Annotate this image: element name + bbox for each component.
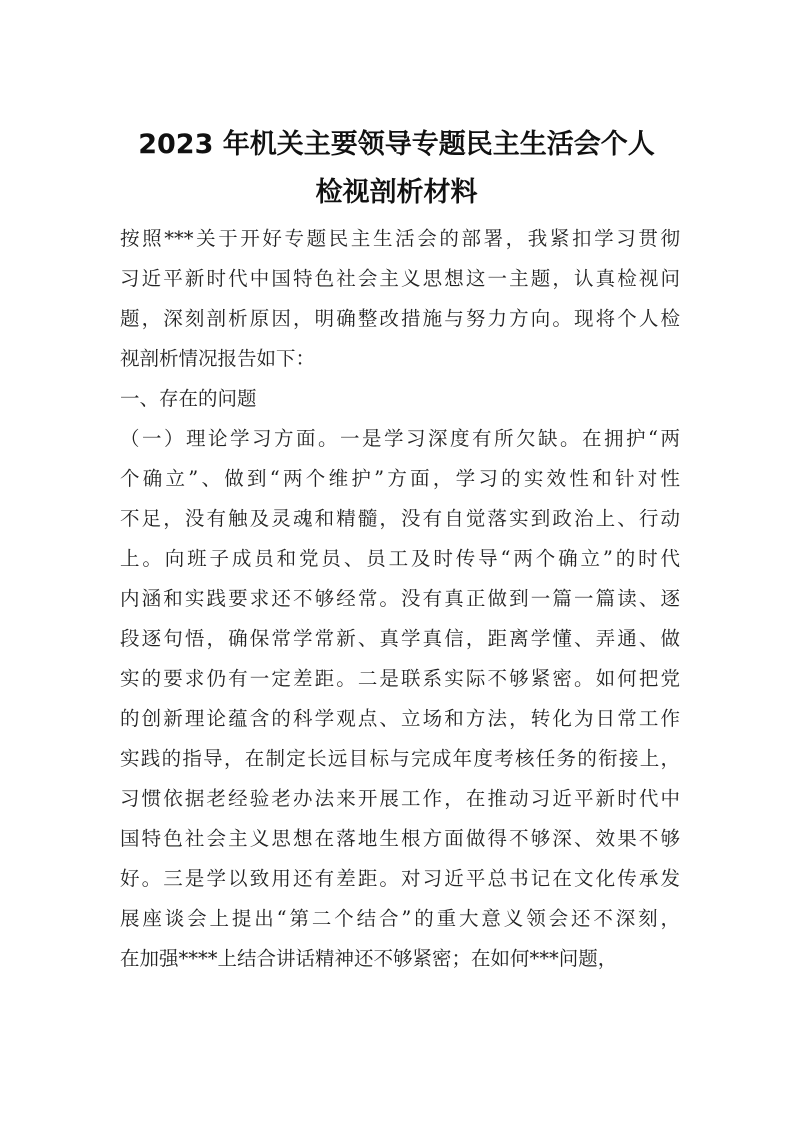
body-line: 个确立”、做到“两个维护”方面，学习的实效性和针对性 (120, 467, 680, 490)
section-heading: 一、存在的问题 (120, 387, 257, 410)
body-line: 视剖析情况报告如下： (120, 347, 316, 370)
body-line: 展座谈会上提出“第二个结合”的重大意义领会还不深刻， (120, 907, 680, 930)
body-line: 不足，没有触及灵魂和精髓，没有自觉落实到政治上、行动 (120, 507, 680, 530)
document-title-line-1: 2023 年机关主要领导专题民主生活会个人 (138, 129, 655, 160)
body-line: 国特色社会主义思想在落地生根方面做得不够深、效果不够 (120, 827, 680, 850)
body-line: 上。向班子成员和党员、员工及时传导“两个确立”的时代 (120, 547, 680, 570)
body-line: 实践的指导，在制定长远目标与完成年度考核任务的衔接上， (120, 747, 680, 770)
body-line: 习近平新时代中国特色社会主义思想这一主题，认真检视问 (120, 267, 680, 290)
body-line: 按照***关于开好专题民主生活会的部署，我紧扣学习贯彻 (120, 227, 680, 250)
body-line: 在加强****上结合讲话精神还不够紧密；在如何***问题， (120, 947, 618, 970)
body-line: （一）理论学习方面。一是学习深度有所欠缺。在拥护“两 (120, 427, 680, 450)
body-line: 习惯依据老经验老办法来开展工作，在推动习近平新时代中 (120, 787, 680, 810)
body-line: 段逐句悟，确保常学常新、真学真信，距离学懂、弄通、做 (120, 627, 680, 650)
body-line: 好。三是学以致用还有差距。对习近平总书记在文化传承发 (120, 867, 680, 890)
body-line: 题，深刻剖析原因，明确整改措施与努力方向。现将个人检 (120, 307, 680, 330)
body-line: 实的要求仍有一定差距。二是联系实际不够紧密。如何把党 (120, 667, 680, 690)
body-line: 的创新理论蕴含的科学观点、立场和方法，转化为日常工作 (120, 707, 680, 730)
body-line: 内涵和实践要求还不够经常。没有真正做到一篇一篇读、逐 (120, 587, 680, 610)
document-title-line-2: 检视剖析材料 (315, 177, 478, 208)
